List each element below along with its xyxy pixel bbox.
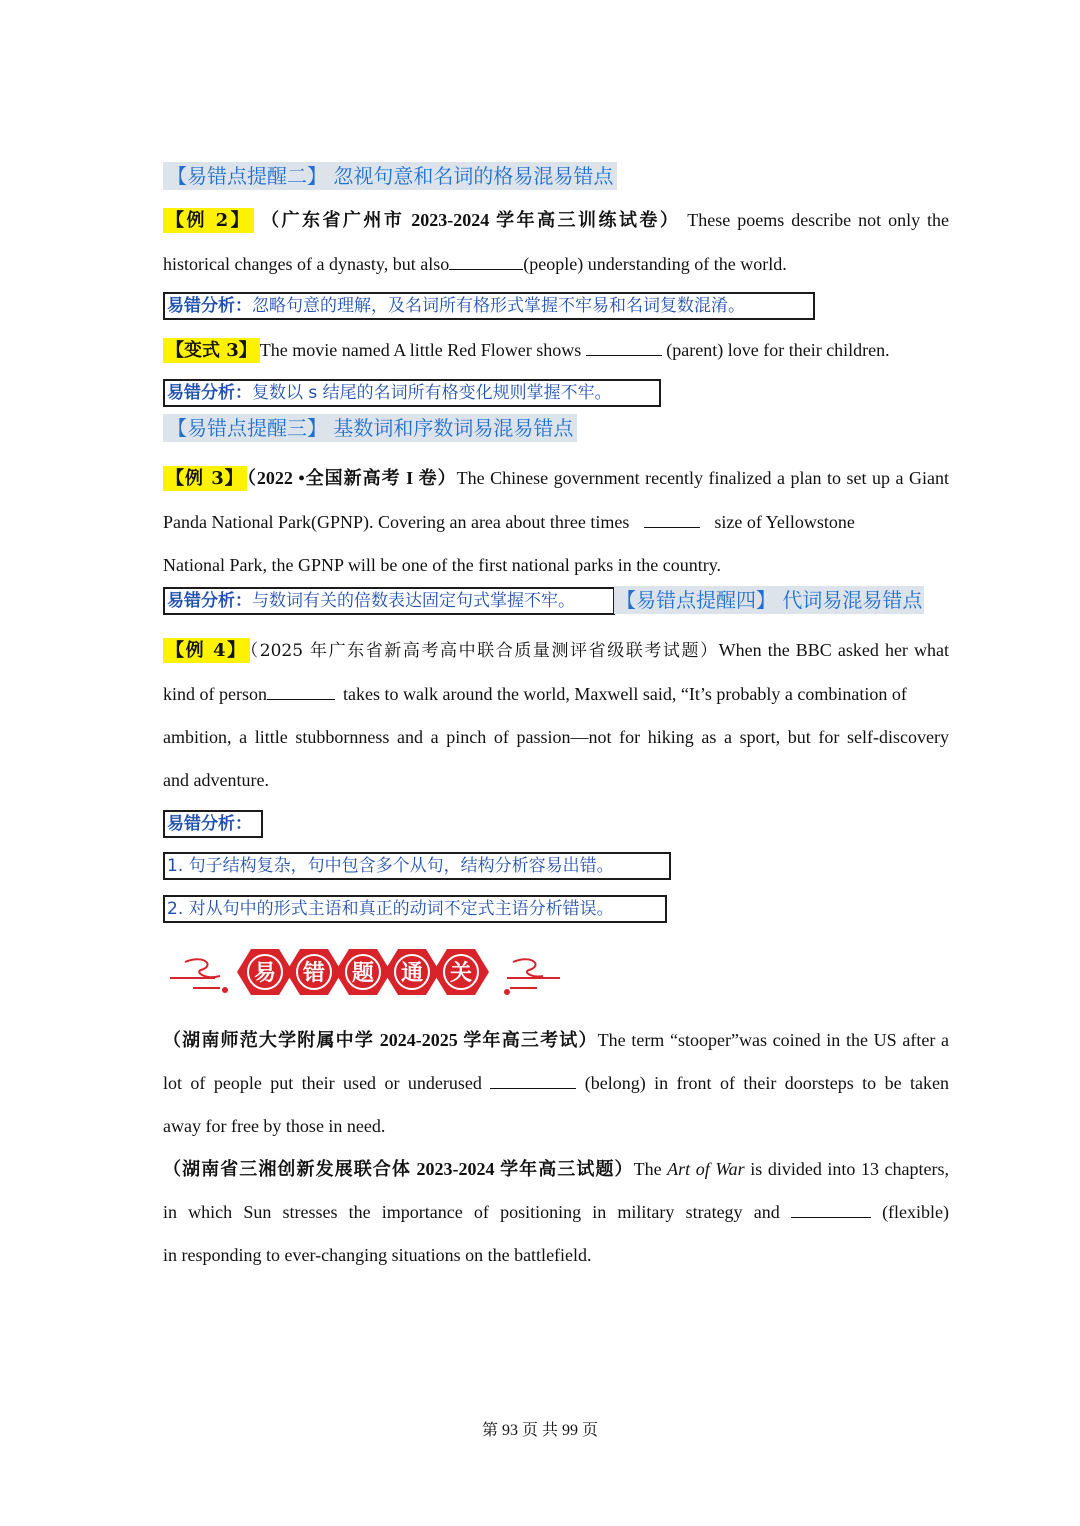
- example-4-source: （2025 年广东省新高考高中联合质量测评省级联考试题）: [249, 641, 719, 661]
- analysis-label: 易错分析：: [167, 296, 252, 316]
- example-3-line-1: [163, 465, 949, 492]
- variation-3-text-b: (parent) love for their children.: [666, 340, 890, 360]
- example-4-line-4: and adventure.: [163, 770, 269, 790]
- example-2-text-2b: (people) understanding of the world.: [523, 254, 787, 274]
- example-3-source: （2022 •全国新高考 I 卷）: [246, 468, 457, 488]
- example-3-text-2b: size of Yellowstone: [714, 512, 855, 532]
- example-2-tag: 【例 2】: [163, 208, 254, 233]
- book-title: Art of War: [667, 1159, 745, 1179]
- answer-blank[interactable]: [644, 509, 700, 528]
- banner-character: 关: [449, 961, 473, 986]
- ornament-dot: [222, 987, 228, 993]
- question-1-source: （湖南师范大学附属中学 2024-2025 学年高三考试）: [163, 1030, 598, 1050]
- answer-blank[interactable]: [490, 1070, 576, 1089]
- analysis-text: 忽略句意的理解，及名词所有格形式掌握不牢易和名词复数混淆。: [252, 296, 745, 316]
- page-footer: 第 93 页 共 99 页: [481, 1422, 598, 1439]
- analysis-label: 易错分析：: [167, 591, 252, 611]
- banner-character: 通: [400, 961, 424, 986]
- analysis-label: 易错分析：: [167, 383, 252, 403]
- example-2-source: （广东省广州市 2023-2024 学年高三训练试卷）: [261, 210, 681, 230]
- analysis-box-ex2: [163, 292, 815, 320]
- example-2-text-1: These poems describe not only the: [687, 210, 950, 230]
- example-2-line-1: [163, 207, 949, 234]
- section-heading-2: 【易错点提醒二】 忽视句意和名词的格易混易错点: [163, 162, 617, 190]
- question-1-text-2a: lot of people put their used or underused: [163, 1073, 482, 1093]
- analysis-label: 易错分析：: [167, 814, 252, 834]
- question-2-text-2a: in which: [163, 1202, 233, 1222]
- analysis-text: 复数以 s 结尾的名词所有格变化规则掌握不牢。: [252, 383, 612, 403]
- example-3-tag: 【例 3】: [163, 466, 247, 491]
- ornament-dot: [504, 989, 510, 995]
- question-2-text-1a: The: [633, 1159, 662, 1179]
- analysis-box-ex3: [163, 587, 615, 615]
- question-1-line-3: away for free by those in need.: [163, 1116, 386, 1136]
- banner-character: 易: [253, 961, 277, 986]
- example-4-line-1: [163, 637, 949, 664]
- variation-3-tag: 【变式 3】: [163, 338, 260, 363]
- question-1-text-2b: (belong) in front of their doorsteps to be taken: [584, 1073, 949, 1093]
- question-2-line-1: [163, 1156, 949, 1182]
- section-heading-4: 【易错点提醒四】 代词易混易错点: [616, 588, 923, 612]
- example-4-text-2b: takes to walk around the world, Maxwell said, “It’s probably a combination of: [342, 684, 907, 704]
- question-1-text-1: The term “stooper”was coined in the US after a: [597, 1030, 949, 1050]
- example-2-text-2a: historical changes of a dynasty, but also: [163, 254, 450, 274]
- section-heading-3: 【易错点提醒三】 基数词和序数词易混易错点: [163, 414, 577, 442]
- example-3-line-3: National Park, the GPNP will be one of the first national parks in the country.: [163, 555, 722, 575]
- variation-3-text-a: The movie named A little Red Flower shows: [259, 340, 582, 360]
- analysis-item-1: 1. 句子结构复杂，句中包含多个从句，结构分析容易出错。: [163, 852, 671, 880]
- answer-blank[interactable]: [586, 337, 662, 356]
- analysis-box-ex4-label: [163, 810, 263, 838]
- question-1-line-2: [163, 1070, 949, 1096]
- example-4-text-1: When the BBC asked her what: [718, 640, 949, 660]
- answer-blank[interactable]: [791, 1199, 871, 1218]
- banner-character: 错: [302, 961, 326, 986]
- question-2-line-2: [163, 1199, 949, 1225]
- right-swirl-ornament: [507, 959, 560, 988]
- example-3-text-1: The Chinese government recently finalized a plan to set up a Giant: [456, 468, 949, 488]
- error-practice-banner: [165, 940, 565, 1004]
- analysis-box-var3: [163, 379, 661, 407]
- question-2-line-3: in responding to ever-changing situations on the battlefield.: [163, 1245, 592, 1265]
- banner-character: 题: [351, 961, 375, 986]
- question-2-source: （湖南省三湘创新发展联合体 2023-2024 学年高三试题）: [163, 1159, 634, 1179]
- variation-3-line: [163, 337, 949, 364]
- example-4-line-3: ambition, a little stubbornness and a pinch of passion—not for hiking as a sport, but for self-discovery: [163, 727, 949, 747]
- question-2-text-2b: Sun stresses the importance of positioning in military strategy and: [243, 1202, 780, 1222]
- question-1-line-1: [163, 1027, 949, 1053]
- question-2-text-1b: is divided into 13 chapters,: [750, 1159, 950, 1179]
- answer-blank[interactable]: [449, 251, 523, 270]
- left-swirl-ornament: [170, 959, 220, 988]
- example-4-line-2: [163, 681, 949, 707]
- analysis-text: 与数词有关的倍数表达固定句式掌握不牢。: [252, 591, 575, 611]
- example-4-text-2a: kind of person: [163, 684, 267, 704]
- example-3-line-2: [163, 509, 949, 535]
- analysis-item-2: 2. 对从句中的形式主语和真正的动词不定式主语分析错误。: [163, 895, 667, 923]
- example-2-line-2: [163, 251, 949, 277]
- example-4-tag: 【例 4】: [163, 638, 250, 663]
- example-3-text-2a: Panda National Park(GPNP). Covering an area about three times: [163, 512, 630, 532]
- answer-blank[interactable]: [267, 681, 335, 700]
- question-2-text-2c: (flexible): [882, 1202, 950, 1222]
